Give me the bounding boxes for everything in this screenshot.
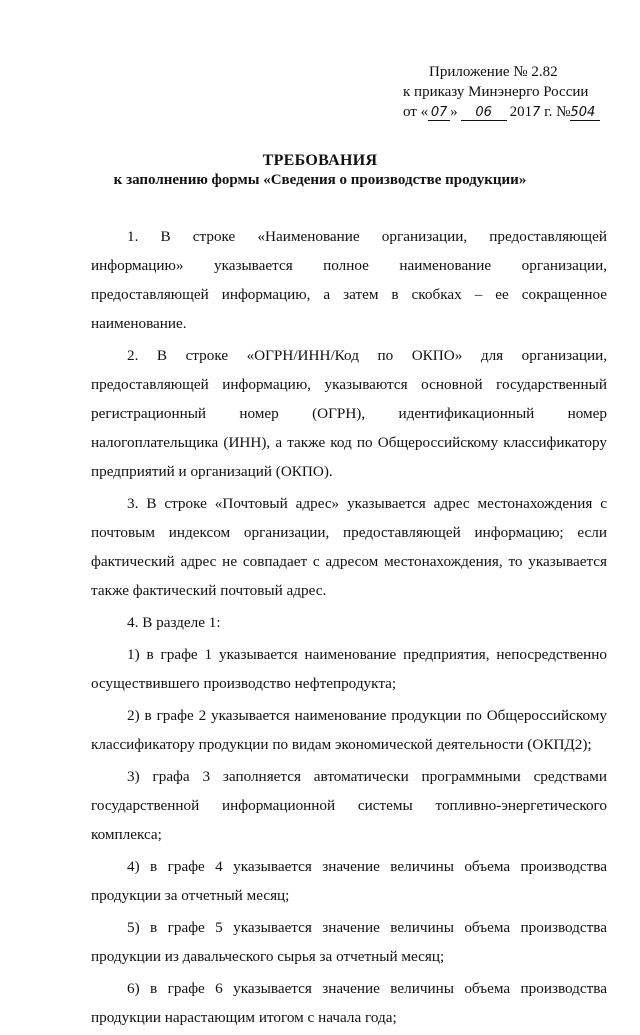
appendix-title: Приложение № 2.82 (429, 64, 558, 80)
list-item-5: 5) в графе 5 указывается значение величины объема производства продукции из давальческого сырья за отчетный месяц; (91, 919, 607, 965)
list-item-3: 3) графа 3 заполняется автоматически программными средствами государственной информационной системы топливно-энергетического комплекса; (91, 768, 607, 843)
year-suffix: г. № (540, 104, 571, 120)
date-prefix: от « (403, 104, 429, 120)
appendix-date-line (403, 102, 600, 122)
handwritten-order-number: 504 (570, 106, 600, 121)
paragraph-4: 4. В разделе 1: (127, 614, 221, 631)
paragraph-3: 3. В строке «Почтовый адрес» указывается адрес местонахождения с почтовым индексом организации, предоставляющей информацию; если фактический адрес не совпадает с адресом местонахождения, то указывается также фактический почтовый адрес. (91, 495, 607, 599)
handwritten-year-digit: 7 (532, 105, 541, 120)
paragraph-2: 2. В строке «ОГРН/ИНН/Код по ОКПО» для организации, предоставляющей информацию, указываются основной государственный регистрационный номер (ОГРН), идентификационный номер налогоплательщика (ИНН), а также код по Общероссийскому классификатору предприятий и организаций (ОКПО). (91, 347, 607, 480)
document-subtitle: к заполнению формы «Сведения о производстве продукции» (113, 172, 527, 188)
document-title: ТРЕБОВАНИЯ (262, 152, 378, 169)
list-item-1: 1) в графе 1 указывается наименование предприятия, непосредственно осуществившего производство нефтепродукта; (91, 646, 607, 692)
appendix-order-ref: к приказу Минэнерго России (403, 84, 589, 100)
handwritten-day: 07 (428, 106, 450, 121)
appendix-header (403, 62, 600, 122)
document-body (91, 222, 607, 1035)
date-mid: » (450, 104, 458, 120)
paragraph-1: 1. В строке «Наименование организации, предоставляющей информацию» указывается полное наименование организации, предоставляющей информацию, а затем в скобках – ее сокращенное наименование. (91, 228, 607, 332)
list-item-6: 6) в графе 6 указывается значение величины объема производства продукции нарастающим итогом с начала года; (91, 980, 607, 1026)
handwritten-month: 06 (461, 106, 507, 121)
list-item-2: 2) в графе 2 указывается наименование продукции по Общероссийскому классификатору продукции по видам экономической деятельности (ОКПД2); (91, 707, 607, 753)
list-item-4: 4) в графе 4 указывается значение величины объема производства продукции за отчетный месяц; (91, 858, 607, 904)
year-prefix: 201 (509, 104, 533, 120)
